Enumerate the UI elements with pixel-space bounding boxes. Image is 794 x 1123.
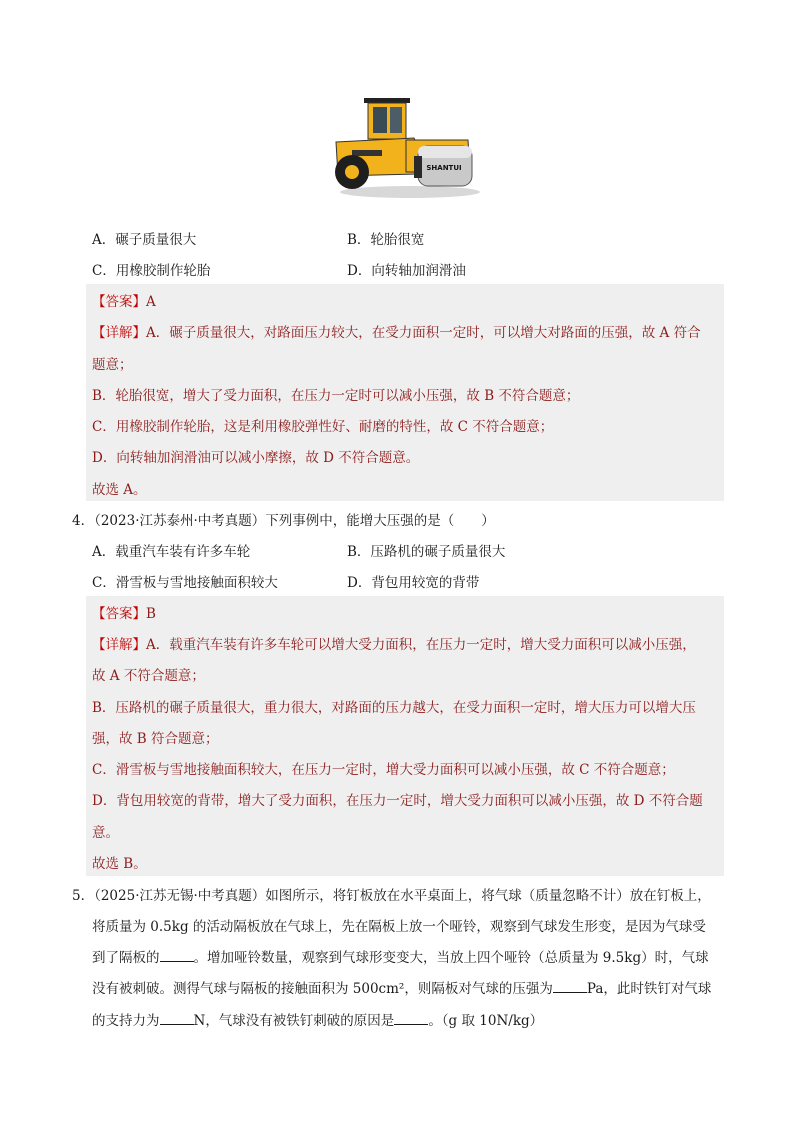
answer-blank[interactable] xyxy=(160,1023,194,1025)
q5-text: 的支持力为 xyxy=(92,1013,160,1029)
detail-text: A．载重汽车装有许多车轮可以增大受力面积，在压力一定时，增大受力面积可以减小压强， xyxy=(146,637,696,653)
answer-blank[interactable] xyxy=(394,1023,428,1025)
answer-value: A xyxy=(146,294,156,310)
q5-line-1: 5．（2025·江苏无锡·中考真题）如图所示，将钉板放在水平桌面上，将气球（质量忽略不计）放在钉板上， xyxy=(72,888,711,904)
q3-detail-line-5: D．向转轴加润滑油可以减小摩擦，故 D 不符合题意。 xyxy=(92,450,420,466)
road-roller-image xyxy=(318,92,490,200)
q4-option-a: A．载重汽车装有许多车轮 xyxy=(92,544,251,560)
q4-detail-line-4: 强，故 B 符合题意； xyxy=(92,731,219,747)
q5-line-5 xyxy=(92,1009,543,1029)
q5-line-3 xyxy=(92,946,709,966)
q4-detail-line-5: C．滑雪板与雪地接触面积较大，在压力一定时，增大受力面积可以减小压强，故 C 不符合题意； xyxy=(92,762,675,778)
q3-option-c: C．用橡胶制作轮胎 xyxy=(92,263,211,279)
q3-detail-line-2: 题意； xyxy=(92,357,133,373)
q5-text: 。（g 取 10N/kg） xyxy=(428,1013,544,1029)
q4-detail-line-8: 故选 B。 xyxy=(92,856,147,872)
detail-tag: 【详解】 xyxy=(92,637,146,653)
answer-tag: 【答案】 xyxy=(92,294,146,310)
q4-detail-line-2: 故 A 不符合题意； xyxy=(92,668,205,684)
q5-line-2: 将质量为 0.5kg 的活动隔板放在气球上，先在隔板上放一个哑铃，观察到气球发生形变，是因为气球受 xyxy=(92,919,706,935)
q4-detail-line-7: 意。 xyxy=(92,825,119,841)
q3-detail-line-3: B．轮胎很宽，增大了受力面积，在压力一定时可以减小压强，故 B 不符合题意； xyxy=(92,388,580,404)
q5-text: N，气球没有被铁钉刺破的原因是 xyxy=(193,1013,395,1029)
q5-text: 。增加哑铃数量，观察到气球形变变大，当放上四个哑铃（总质量为 9.5kg）时，气球 xyxy=(193,950,709,966)
answer-blank[interactable] xyxy=(160,960,194,962)
brand-label: SHANTUI xyxy=(426,164,462,172)
detail-text: A．碾子质量很大，对路面压力较大，在受力面积一定时，可以增大对路面的压强，故 A 符合 xyxy=(146,325,701,341)
q5-text: 没有被刺破。测得气球与隔板的接触面积为 500cm²，则隔板对气球的压强为 xyxy=(92,981,553,997)
detail-tag: 【详解】 xyxy=(92,325,146,341)
q3-option-d: D．向转轴加润滑油 xyxy=(347,263,466,279)
q4-stem: 4．（2023·江苏泰州·中考真题）下列事例中，能增大压强的是（ ） xyxy=(72,513,495,529)
answer-blank[interactable] xyxy=(553,991,587,993)
q3-option-b: B．轮胎很宽 xyxy=(347,232,425,248)
q3-option-a: A．碾子质量很大 xyxy=(92,232,197,248)
q3-answer-line xyxy=(92,290,156,310)
q4-answer-line xyxy=(92,602,156,622)
answer-value: B xyxy=(146,606,156,622)
q3-detail-line-6: 故选 A。 xyxy=(92,482,147,498)
q4-option-d: D．背包用较宽的背带 xyxy=(347,575,480,591)
q4-detail-line-3: B．压路机的碾子质量很大，重力很大，对路面的压力越大，在受力面积一定时，增大压力可以增大压 xyxy=(92,700,696,716)
q4-detail-line-6: D．背包用较宽的背带，增大了受力面积，在压力一定时，增大受力面积可以减小压强，故 D 不符合题 xyxy=(92,793,703,809)
q4-option-c: C．滑雪板与雪地接触面积较大 xyxy=(92,575,278,591)
q3-detail-line-4: C．用橡胶制作轮胎，这是利用橡胶弹性好、耐磨的特性，故 C 不符合题意； xyxy=(92,419,554,435)
answer-tag: 【答案】 xyxy=(92,606,146,622)
q3-detail-line-1 xyxy=(92,321,701,341)
q5-text: Pa，此时铁钉对气球 xyxy=(586,981,712,997)
q5-text: 到了隔板的 xyxy=(92,950,160,966)
q4-option-b: B．压路机的碾子质量很大 xyxy=(347,544,506,560)
q5-line-4 xyxy=(92,977,711,997)
q4-detail-line-1 xyxy=(92,633,696,653)
